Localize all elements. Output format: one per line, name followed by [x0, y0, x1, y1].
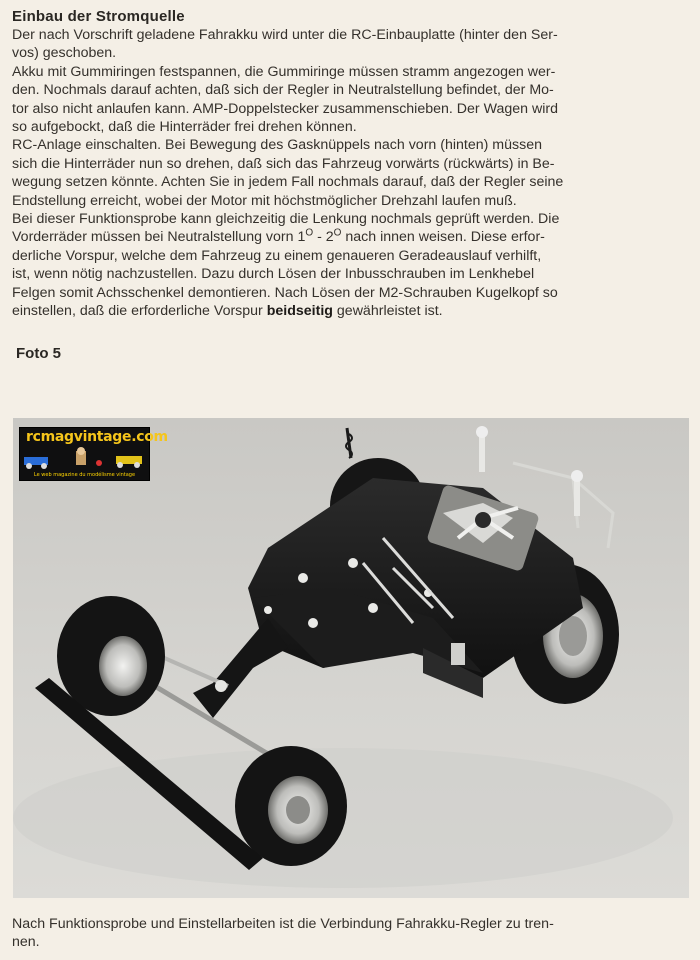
degree-superscript: O	[333, 227, 342, 239]
photo-label: Foto 5	[16, 345, 61, 362]
text-line: sich die Hinterräder nun so drehen, daß sich das Fahrzeug vorwärts (rückwärts) in Be-	[12, 155, 555, 172]
text-line: Endstellung erreicht, wobei der Motor mit höchstmöglicher Drehzahl laufen muß.	[12, 192, 517, 209]
text-line-last	[12, 302, 688, 320]
text-line: ist, wenn nötig nachzustellen. Dazu durch Lösen der Inbusschrauben im Lenkhebel	[12, 266, 535, 283]
text-line: Akku mit Gummiringen festspannen, die Gummiringe müssen stramm angezogen wer-	[12, 63, 556, 80]
text-segment: gewährleistet ist.	[332, 303, 443, 320]
text-segment: einstellen, daß die erforderliche Vorspur	[12, 303, 267, 320]
section-heading: Einbau der Stromquelle	[12, 8, 185, 25]
emphasis-beidseitig: beidseitig	[266, 303, 333, 320]
text-segment: Vorderräder müssen bei Neutralstellung vorn 1	[12, 229, 306, 246]
text-line: den. Nochmals darauf achten, daß sich der Regler in Neutralstellung befindet, der Mo-	[12, 82, 554, 99]
text-line: RC-Anlage einschalten. Bei Bewegung des Gasknüppels nach vorn (hinten) müssen	[12, 137, 542, 154]
watermark-title: rcmagvintage.com	[26, 429, 168, 445]
rc-car-photo	[13, 418, 689, 898]
text-line: Felgen somit Achsschenkel demontieren. Nach Lösen der M2-Schrauben Kugelkopf so	[12, 284, 558, 301]
text-line: Der nach Vorschrift geladene Fahrakku wird unter die RC-Einbauplatte (hinter den Ser-	[12, 27, 558, 43]
text-line: derliche Vorspur, welche dem Fahrzeug zu einem genaueren Geradeauslauf verhilft,	[12, 247, 542, 264]
caption-line: nen.	[12, 934, 40, 951]
watermark-logo	[19, 427, 168, 481]
text-line: wegung setzen könnte. Achten Sie in jedem Fall nochmals darauf, daß der Regler seine	[12, 174, 564, 191]
caption-line: Nach Funktionsprobe und Einstellarbeiten ist die Verbindung Fahrakku-Regler zu tren-	[12, 916, 554, 932]
rc-car-illustration	[13, 418, 689, 898]
degree-superscript: O	[305, 227, 314, 239]
watermark-graphic	[21, 447, 148, 469]
photo-caption	[12, 915, 688, 952]
text-segment: nach innen weisen. Diese erfor-	[341, 229, 545, 246]
body-paragraph	[12, 26, 688, 321]
text-line-vorspur	[12, 228, 688, 246]
watermark-tagline: Le web magazine du modélisme vintage	[33, 472, 136, 478]
text-segment: - 2	[313, 229, 334, 246]
text-line: tor also nicht anlaufen kann. AMP-Doppelstecker zusammenschieben. Der Wagen wird	[12, 100, 558, 117]
text-line: vos) geschoben.	[12, 45, 117, 62]
text-line: so aufgebockt, daß die Hinterräder frei drehen können.	[12, 119, 357, 136]
text-line: Bei dieser Funktionsprobe kann gleichzeitig die Lenkung nochmals geprüft werden. Die	[12, 211, 560, 228]
